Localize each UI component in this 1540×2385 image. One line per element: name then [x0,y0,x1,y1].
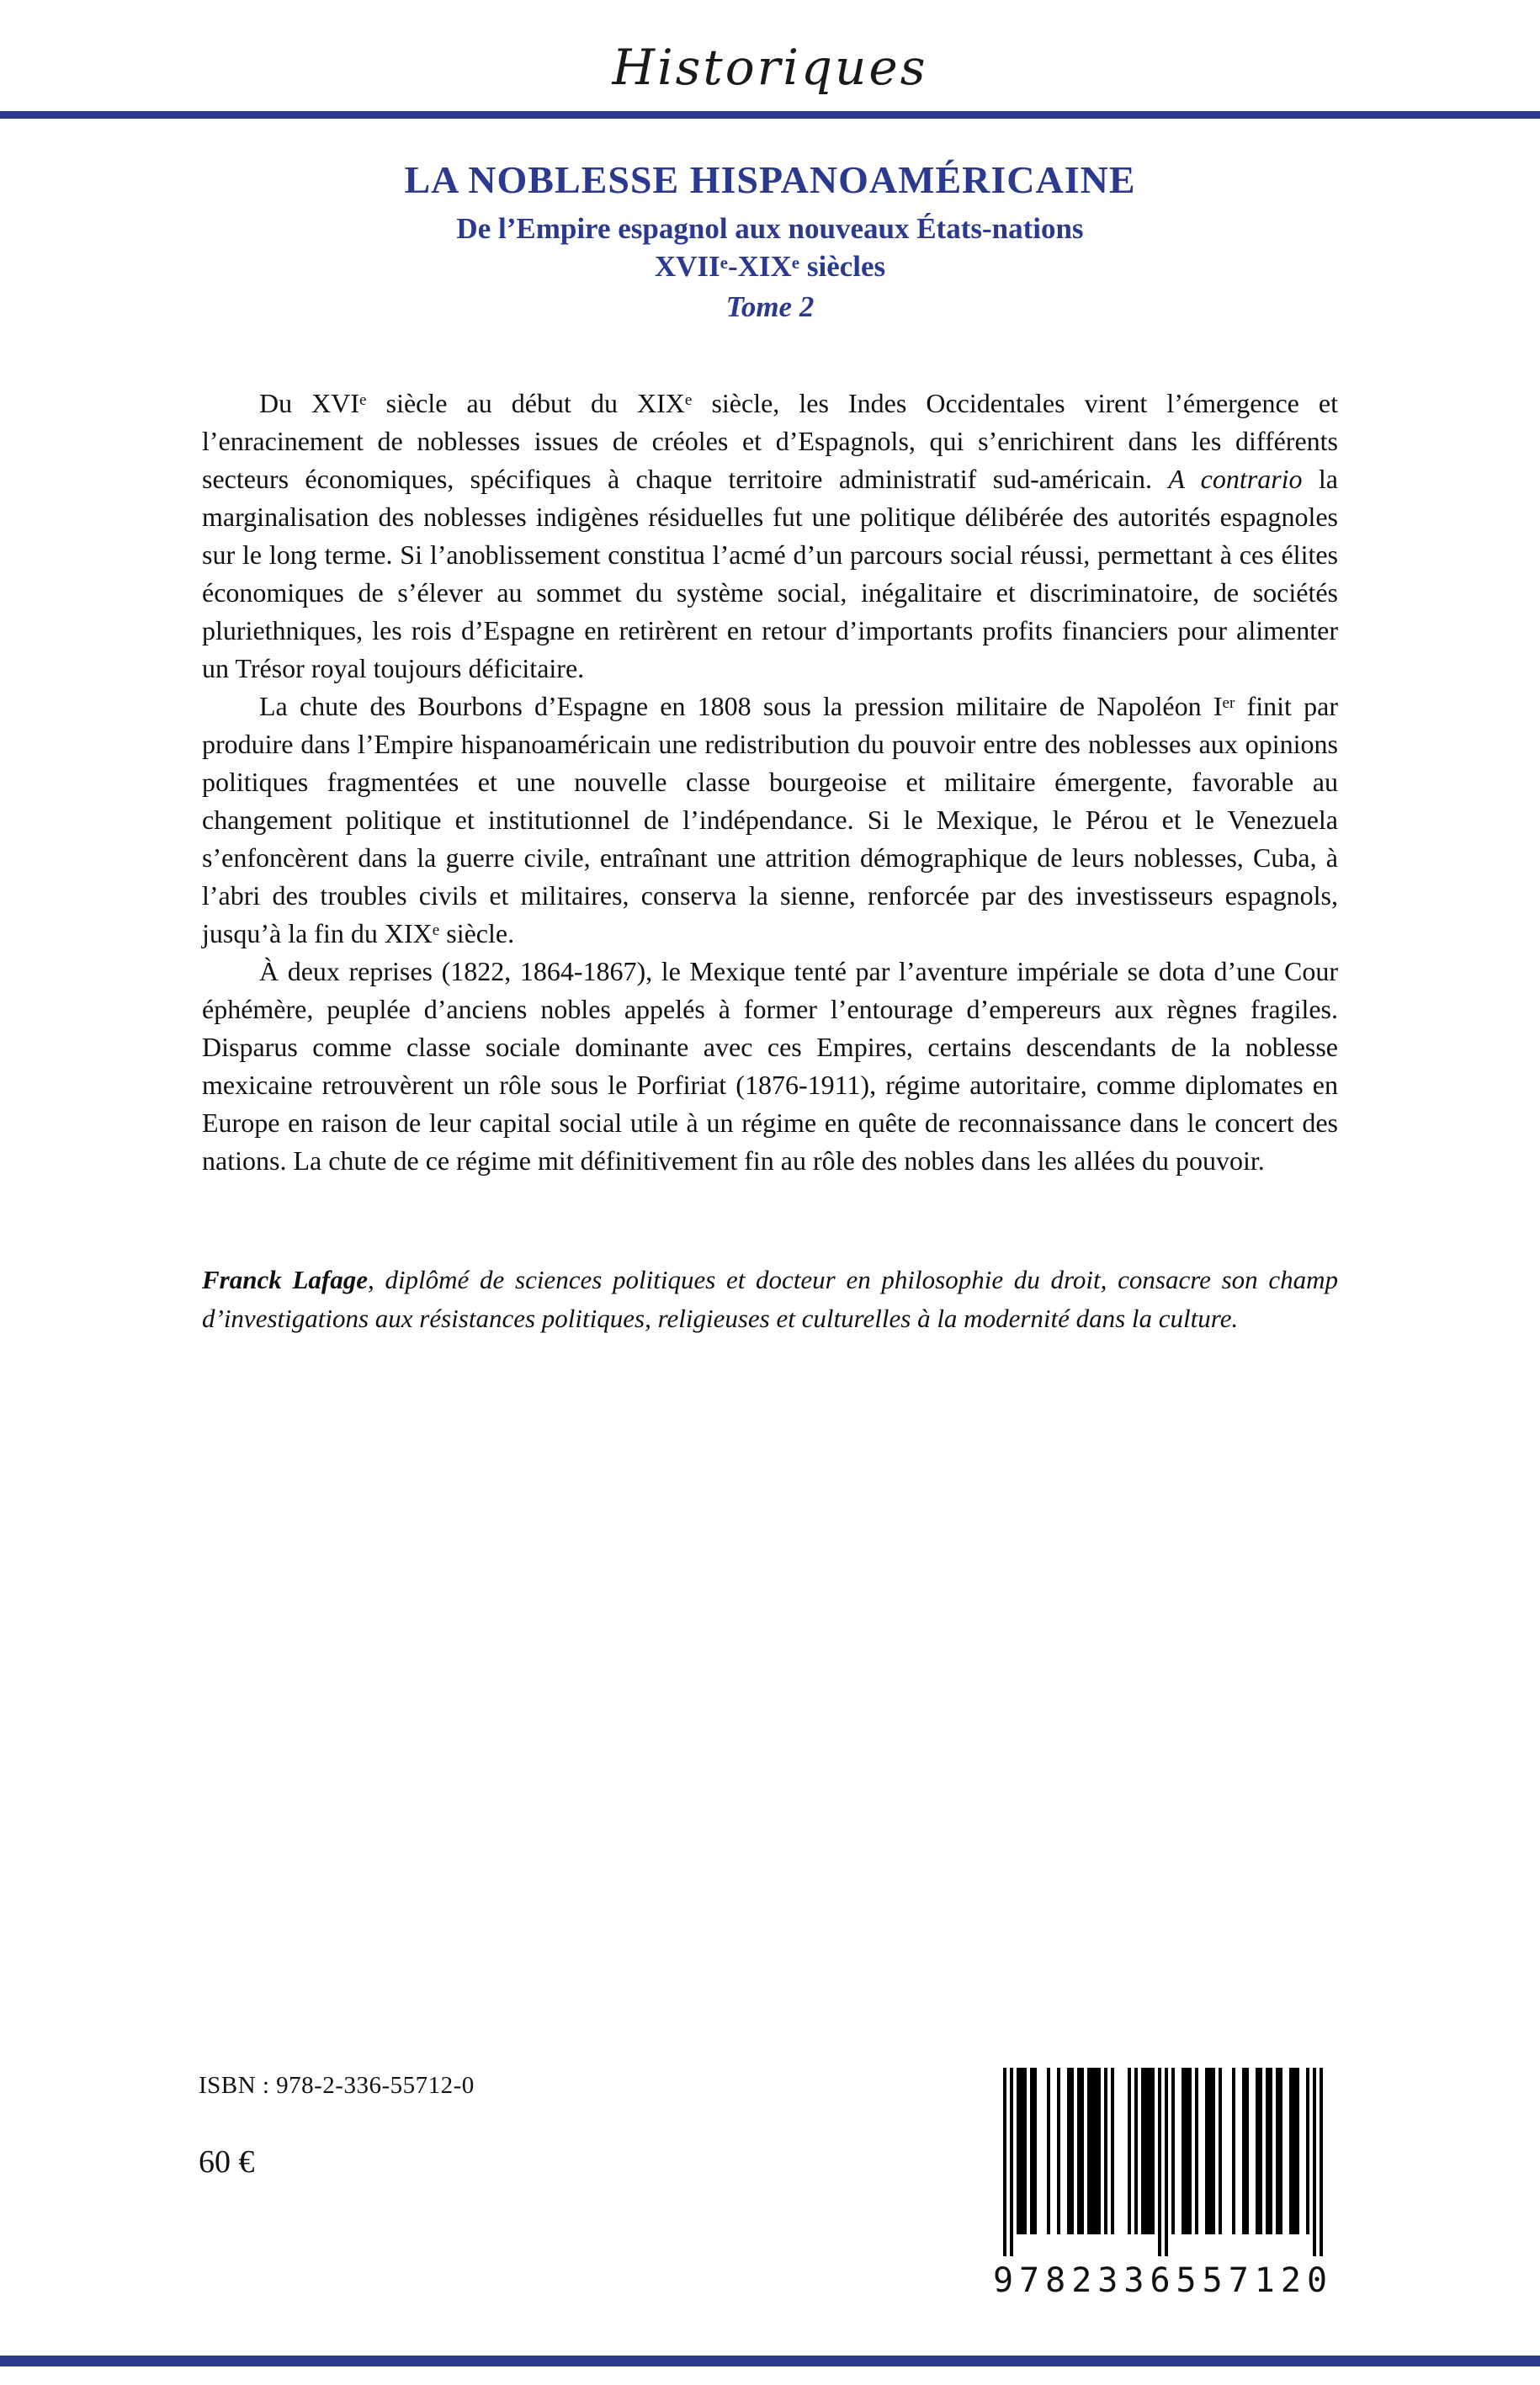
barcode-bar [1242,2068,1245,2234]
barcode-bar [1182,2068,1185,2234]
text-segment: siècle, les Indes Occidentales virent l’émergence et l’enracinement de noblesses issues de créoles et d’Espagnols, qui s’enrichirent dans les différents secteurs économiques, spécifiques à chaque territoire administratif sud-américain. [202,388,1339,494]
top-rule [0,111,1540,119]
barcode-bar [1023,2068,1027,2234]
barcode-bar [1171,2068,1175,2234]
barcode-bar [1020,2068,1023,2234]
text-segment: Franck Lafage [202,1265,368,1294]
bottom-rule [0,2356,1540,2366]
text-segment: e [432,922,440,940]
barcode-bar [1033,2068,1037,2234]
barcode-bar [1232,2068,1235,2234]
barcode-bar [1097,2068,1101,2234]
barcode-bar [1313,2068,1316,2256]
barcode [986,2064,1340,2300]
text-segment: La chute des Bourbons d’Espagne en 1808 sous la pression militaire de Napoléon I [259,691,1223,721]
barcode-bar [1256,2068,1259,2234]
book-subtitle: De l’Empire espagnol aux nouveaux États-nations [456,212,1084,245]
barcode-bar [1081,2068,1084,2234]
barcode-bar [1212,2068,1215,2234]
barcode-bar [1205,2068,1208,2234]
book-title: LA NOBLESSE HISPANOAMÉRICAINE [404,158,1136,201]
text-segment: À deux reprises (1822, 1864-1867), le Mexique tenté par l’aventure impériale se dota d’une Cour éphémère, peuplée d’anciens nobles appelés à former l’entourage d’empereurs aux règnes fragiles. Disparus comme classe sociale dominante avec ces Empires, certains descendants de la noblesse mexicaine retrouvèrent un rôle sous le Porfiriat (1876-1911), régime autoritaire, comme diplomates en Europe en raison de leur capital social utile à un régime en quête de reconnaissance dans le concert des nations. La chute de ce régime mit définitivement fin au rôle des nobles dans les allées du pouvoir. [202,956,1338,1176]
barcode-bar [1030,2068,1033,2234]
barcode-bar [1003,2068,1006,2256]
collection-logo: Historiques [612,39,928,96]
barcode-bar [1104,2068,1107,2234]
barcode-bar [1017,2068,1020,2234]
barcode-bar [1296,2068,1299,2234]
barcode-bar [1144,2068,1148,2234]
barcode-bar [1320,2068,1323,2256]
book-tome: Tome 2 [725,290,815,323]
text-segment: siècles [799,250,886,283]
barcode-bar [1094,2068,1097,2234]
barcode-bar [1151,2068,1155,2234]
text-segment: A contrario [1168,464,1303,494]
text-segment: XVII [654,250,720,283]
footer-left [199,2072,475,2180]
text-segment: e [359,391,367,410]
barcode-bar [1276,2068,1279,2234]
body-paragraph-3 [202,953,1338,1180]
text-segment: , diplômé de sciences politiques et docteur en philosophie du droit, consacre son champ d’investigations aux résistances politiques, religieuses et culturelles à la modernité dans la culture. [202,1265,1339,1333]
barcode-bar [1259,2068,1262,2234]
barcode-bar [1188,2068,1192,2234]
barcode-bar [1067,2068,1070,2234]
text-segment: la marginalisation des noblesses indigènes résiduelles fut une politique délibérée des autorités espagnoles sur le long terme. Si l’anoblissement constitua l’acmé d’un parcours social réussi, permettant à ces élites économiques de s’élever au sommet du système social, inégalitaire et discriminatoire, de sociétés pluriethniques, les rois d’Espagne en retirèrent en retour d’importants profits financiers pour alimenter un Trésor royal toujours déficitaire. [202,464,1339,683]
barcode-bar [1195,2068,1198,2234]
text-segment: e [720,252,728,273]
body-paragraph-2 [202,688,1338,953]
title-block [0,157,1540,324]
barcode-bar [1185,2068,1188,2234]
barcode-bar [1266,2068,1269,2234]
barcode-bar [1087,2068,1091,2234]
barcode-bar [1158,2068,1161,2256]
footer [0,2064,1540,2300]
barcode-bar [1165,2068,1168,2256]
text-segment: e [791,252,800,273]
barcode-bar [1111,2068,1114,2234]
text-segment: finit par produire dans l’Empire hispanoaméricain une redistribution du pouvoir entre des noblesses aux opinions politiques fragmentées et une nouvelle classe bourgeoise et militaire émergente, favorable au changement politique et institutionnel de l’indépendance. Si le Mexique, le Pérou et le Venezuela s’enfoncèrent dans la guerre civile, entraînant une attrition démographique de leurs noblesses, Cuba, à l’abri des troubles civils et militaires, conserva la sienne, renforcée par des investisseurs espagnols, jusqu’à la fin du XIX [202,691,1339,948]
price-text: 60 € [199,2144,255,2180]
barcode-bar [1047,2068,1050,2234]
barcode-bar [1219,2068,1222,2234]
barcode-bar [1128,2068,1131,2234]
barcode-bar [1057,2068,1060,2234]
author-bio [202,1261,1338,1338]
barcode-bar [1091,2068,1094,2234]
barcode-bar [1306,2068,1309,2234]
barcode-bars [995,2068,1331,2260]
text-segment: siècle au début du XIX [366,388,685,418]
barcode-bar [1148,2068,1151,2234]
barcode-bar [1141,2068,1144,2234]
barcode-bar [1134,2068,1138,2234]
barcode-bar [1293,2068,1296,2234]
barcode-bar [1077,2068,1081,2234]
text-segment: Du XVI [259,388,360,418]
text-segment: e [684,391,693,410]
body-paragraph-1 [202,385,1338,688]
barcode-bar [1208,2068,1212,2234]
text-segment: siècle. [439,918,515,948]
barcode-number: 9782336557120 [992,2261,1334,2300]
text-segment: -XIX [727,250,792,283]
isbn-text: ISBN : 978-2-336-55712-0 [199,2072,475,2099]
book-period [0,250,1540,284]
barcode-bar [1289,2068,1293,2234]
barcode-bar [1245,2068,1249,2234]
barcode-bar [1269,2068,1272,2234]
back-cover-text [202,385,1338,1180]
barcode-bar [1279,2068,1282,2234]
text-segment: er [1222,694,1235,713]
barcode-bar [1010,2068,1013,2256]
barcode-bar [1070,2068,1074,2234]
